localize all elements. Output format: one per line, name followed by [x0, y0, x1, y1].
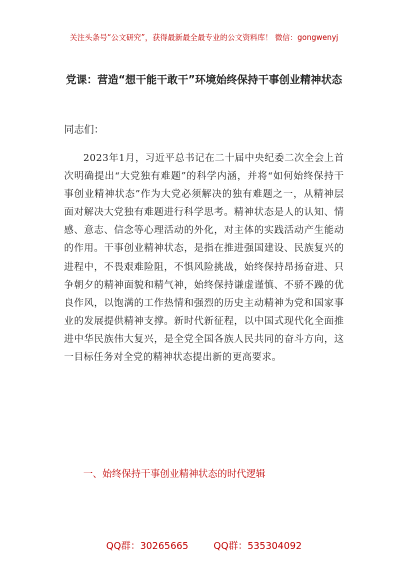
footer	[0, 538, 408, 552]
greeting: 同志们：	[64, 125, 104, 136]
body-paragraph: 2023年1月，习近平总书记在二十届中央纪委二次全会上首次明确提出“大党独有难题”的科学内涵，并将“如何始终保持干事创业精神状态”作为大党必须解决的独有难题之一，从精神层面对解决大党独有难题进行科学思考。精神状态是人的认知、情感、意志、信念等心理活动的外化，对主体的实践活动产生能动的作用。干事创业精神状态，是指在推进强国建设、民族复兴的进程中，不畏艰难险阻，不惧风险挑战，始终保持昂扬奋进、只争朝夕的精神面貌和精气神，始终保持谦虚谨慎、不骄不躁的优良作风，以饱满的工作热情和强烈的历史主动精神为党和国家事业的发展提供精神支撑。新时代新征程，以中国式现代化全面推进中华民族伟大复兴，是全党全国各族人民共同的奋斗方向，这一目标任务对全党的精神状态提出新的更高要求。	[64, 153, 344, 364]
footer-qq-group-1: QQ群：30265665	[106, 541, 189, 552]
section-heading: 一、始终保持干事创业精神状态的时代逻辑	[83, 469, 266, 480]
body-text	[64, 150, 344, 367]
document-title: 党课：营造“想干能干敢干”环境始终保持干事创业精神状态	[65, 74, 343, 86]
footer-qq-group-2: QQ群：535304092	[213, 541, 302, 552]
header-promo-text: 关注头条号“公文研究”，获得最新最全最专业的公文资料库！ 微信：gongwenyj	[69, 33, 339, 42]
